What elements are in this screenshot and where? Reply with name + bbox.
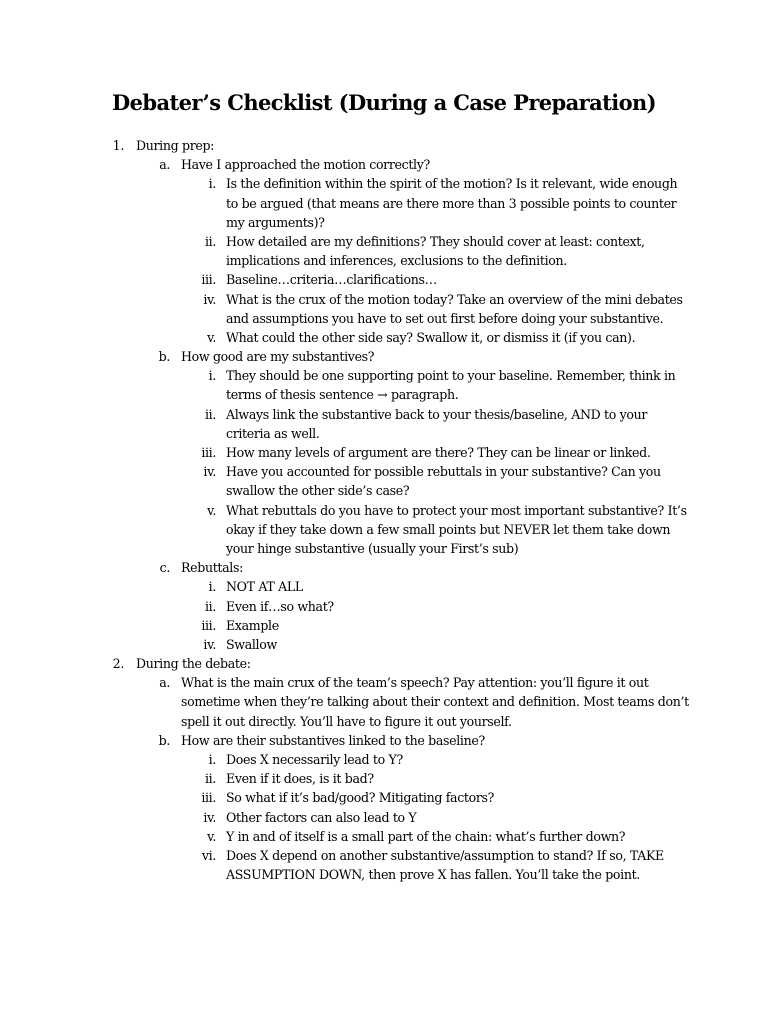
list-marker: i. xyxy=(208,579,216,595)
checklist-line xyxy=(0,539,768,558)
list-item-text: to be argued (that means are there more than 3 possible points to counter xyxy=(226,195,677,211)
checklist-line xyxy=(0,136,768,155)
checklist-line xyxy=(0,827,768,846)
list-marker: iii. xyxy=(201,790,216,806)
list-item-text: terms of thesis sentence → paragraph. xyxy=(226,387,459,403)
list-item-text: Rebuttals: xyxy=(181,560,243,576)
list-marker: iv. xyxy=(203,464,216,480)
checklist-line xyxy=(0,577,768,596)
checklist-line xyxy=(0,347,768,366)
checklist-line xyxy=(0,846,768,865)
list-marker: b. xyxy=(158,732,170,748)
list-marker: iv. xyxy=(203,291,216,307)
list-marker: v. xyxy=(207,329,216,345)
list-item-text: During the debate: xyxy=(136,656,251,672)
list-item-text: okay if they take down a few small points but NEVER let them take down xyxy=(226,521,671,537)
list-marker: 2. xyxy=(112,656,124,672)
list-item-text: So what if it’s bad/good? Mitigating factors? xyxy=(226,790,495,806)
list-item-text: Is the definition within the spirit of the motion? Is it relevant, wide enough xyxy=(226,176,678,192)
list-item-text: Always link the substantive back to your thesis/baseline, AND to your xyxy=(226,406,648,422)
list-marker: iv. xyxy=(203,809,216,825)
checklist-line xyxy=(0,692,768,711)
checklist-line xyxy=(0,808,768,827)
list-item-text: Even if it does, is it bad? xyxy=(226,771,374,787)
checklist-line xyxy=(0,385,768,404)
list-item-text: Have I approached the motion correctly? xyxy=(181,157,430,173)
list-item-text: and assumptions you have to set out first before doing your substantive. xyxy=(226,310,664,326)
checklist-line xyxy=(0,481,768,500)
checklist-line xyxy=(0,558,768,577)
checklist-line xyxy=(0,673,768,692)
checklist-line xyxy=(0,424,768,443)
list-item-text: Have you accounted for possible rebuttals in your substantive? Can you xyxy=(226,464,661,480)
list-item-text: How good are my substantives? xyxy=(181,349,375,365)
checklist-line xyxy=(0,309,768,328)
checklist-line xyxy=(0,654,768,673)
list-marker: 1. xyxy=(112,138,124,153)
list-marker: ii. xyxy=(204,233,216,249)
checklist-line xyxy=(0,251,768,270)
list-item-text: Does X necessarily lead to Y? xyxy=(226,752,403,767)
list-marker: i. xyxy=(208,176,216,192)
list-item-text: sometime when they’re talking about their context and definition. Most teams don’t xyxy=(181,694,689,710)
list-item-text: During prep: xyxy=(136,138,215,153)
list-item-text: Other factors can also lead to Y xyxy=(226,809,417,825)
list-marker: iii. xyxy=(201,272,216,288)
list-marker: iv. xyxy=(203,636,216,652)
checklist-line xyxy=(0,769,768,788)
checklist-line xyxy=(0,616,768,635)
list-item-text: NOT AT ALL xyxy=(226,579,303,595)
checklist-line xyxy=(0,270,768,289)
checklist-line xyxy=(0,232,768,251)
list-marker: b. xyxy=(158,349,170,365)
list-item-text: Example xyxy=(226,617,279,633)
list-item-text: criteria as well. xyxy=(226,425,320,441)
list-item-text: What is the crux of the motion today? Take an overview of the mini debates xyxy=(226,291,683,307)
list-marker: iii. xyxy=(201,617,216,633)
list-item-text: They should be one supporting point to your baseline. Remember, think in xyxy=(226,368,676,384)
list-marker: i. xyxy=(208,752,216,767)
list-marker: vi. xyxy=(201,847,216,863)
checklist-line xyxy=(0,462,768,481)
list-item-text: Even if…so what? xyxy=(226,598,334,614)
list-marker: v. xyxy=(207,828,216,844)
list-marker: i. xyxy=(208,368,216,384)
list-marker: c. xyxy=(159,560,170,576)
checklist-line xyxy=(0,597,768,616)
list-item-text: my arguments)? xyxy=(226,214,325,230)
list-marker: ii. xyxy=(204,771,216,787)
list-item-text: implications and inferences, exclusions to the definition. xyxy=(226,253,567,269)
checklist-line xyxy=(0,155,768,174)
list-item-text: What could the other side say? Swallow it, or dismiss it (if you can). xyxy=(226,329,636,345)
list-item-text: Does X depend on another substantive/assumption to stand? If so, TAKE xyxy=(226,847,664,863)
checklist-line xyxy=(0,712,768,731)
checklist-line xyxy=(0,865,768,884)
checklist-line xyxy=(0,405,768,424)
checklist-line xyxy=(0,366,768,385)
checklist-line xyxy=(0,788,768,807)
list-item-text: Y in and of itself is a small part of the chain: what’s further down? xyxy=(226,828,626,844)
list-item-text: How are their substantives linked to the baseline? xyxy=(181,732,485,748)
list-marker: ii. xyxy=(204,406,216,422)
list-item-text: How detailed are my definitions? They should cover at least: context, xyxy=(226,233,645,249)
checklist-line xyxy=(0,328,768,347)
list-item-text: your hinge substantive (usually your First’s sub) xyxy=(226,540,519,556)
checklist-line xyxy=(0,501,768,520)
checklist-line xyxy=(0,290,768,309)
list-item-text: spell it out directly. You’ll have to figure it out yourself. xyxy=(181,713,512,729)
list-marker: iii. xyxy=(201,445,216,460)
checklist-line xyxy=(0,443,768,462)
list-item-text: Swallow xyxy=(226,636,277,652)
checklist-line xyxy=(0,635,768,654)
list-marker: a. xyxy=(159,157,170,173)
checklist-line xyxy=(0,750,768,769)
list-item-text: What rebuttals do you have to protect your most important substantive? It’s xyxy=(226,502,687,518)
list-marker: a. xyxy=(159,675,170,691)
list-item-text: How many levels of argument are there? They can be linear or linked. xyxy=(226,445,651,460)
list-marker: v. xyxy=(207,502,216,518)
list-item-text: Baseline…criteria…clarifications… xyxy=(226,272,437,288)
checklist-line xyxy=(0,731,768,750)
checklist-line xyxy=(0,520,768,539)
checklist-body xyxy=(0,136,768,884)
checklist-line xyxy=(0,213,768,232)
list-marker: ii. xyxy=(204,598,216,614)
page-title: Debater’s Checklist (During a Case Preparation) xyxy=(112,90,656,115)
checklist-line xyxy=(0,194,768,213)
checklist-line xyxy=(0,174,768,193)
list-item-text: What is the main crux of the team’s speech? Pay attention: you’ll figure it out xyxy=(181,675,649,691)
list-item-text: ASSUMPTION DOWN, then prove X has fallen. You’ll take the point. xyxy=(226,867,640,883)
list-item-text: swallow the other side’s case? xyxy=(226,483,410,499)
